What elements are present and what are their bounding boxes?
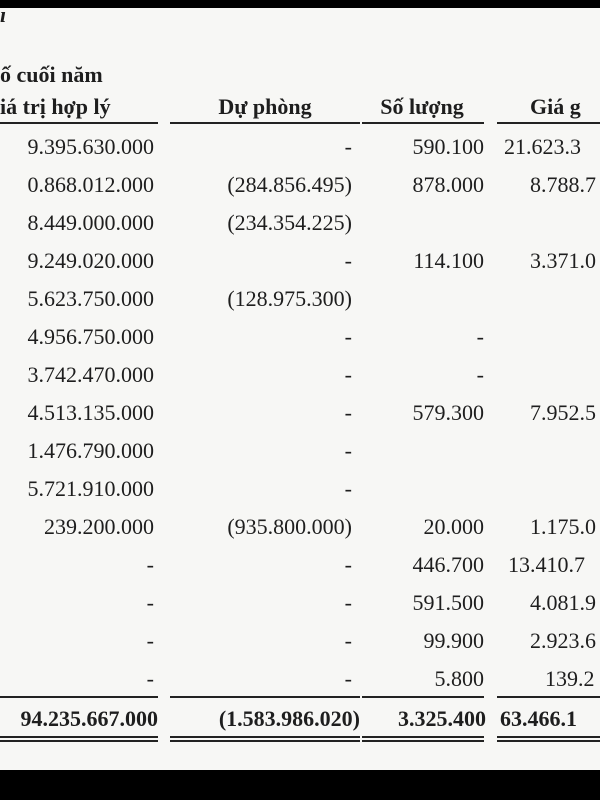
financial-table-page <box>0 8 600 770</box>
cell-provision: - <box>344 628 352 653</box>
cell-provision: (284.856.495) <box>227 172 352 197</box>
cell-value: 21.623.3 <box>504 134 581 159</box>
header-underline-quantity <box>362 122 484 124</box>
total-quantity: 3.325.400 <box>398 706 486 731</box>
subtotal-line-fair <box>0 696 158 698</box>
cell-fair-value: - <box>146 666 154 691</box>
cell-fair-value: 8.449.000.000 <box>27 210 154 235</box>
cell-value: 2.923.6 <box>530 628 596 653</box>
cell-quantity: - <box>476 324 484 349</box>
cell-quantity: 20.000 <box>423 514 484 539</box>
cell-provision: (234.354.225) <box>227 210 352 235</box>
cell-fair-value: - <box>146 628 154 653</box>
cell-provision: - <box>344 248 352 273</box>
cell-provision: - <box>344 590 352 615</box>
cell-value: 8.788.7 <box>530 172 596 197</box>
cell-fair-value: - <box>146 590 154 615</box>
cell-fair-value: 1.476.790.000 <box>27 438 154 463</box>
cell-value: 4.081.9 <box>530 590 596 615</box>
col-header-fair-value: iá trị hợp lý <box>0 94 111 119</box>
cell-provision: - <box>344 362 352 387</box>
cell-quantity: 878.000 <box>412 172 484 197</box>
subtotal-line-value <box>497 696 600 698</box>
header-underline-provision <box>170 122 360 124</box>
cell-value: 13.410.7 <box>508 552 585 577</box>
cell-value: 139.2 <box>545 666 595 691</box>
cell-value: 3.371.0 <box>530 248 596 273</box>
total-fair-value: 94.235.667.000 <box>20 706 158 731</box>
total-provision: (1.583.986.020) <box>218 706 360 731</box>
cell-provision: (935.800.000) <box>227 514 352 539</box>
total-value: 63.466.1 <box>500 706 577 731</box>
cell-provision: - <box>344 666 352 691</box>
cell-quantity: 5.800 <box>434 666 484 691</box>
cell-fair-value: 5.721.910.000 <box>27 476 154 501</box>
cell-fair-value: 5.623.750.000 <box>27 286 154 311</box>
cell-value: 7.952.5 <box>530 400 596 425</box>
cell-fair-value: 239.200.000 <box>44 514 154 539</box>
group-title: ố cuối năm <box>0 62 103 87</box>
header-underline-value <box>497 122 600 124</box>
cell-quantity: 579.300 <box>412 400 484 425</box>
total-double-line-fair <box>0 736 158 742</box>
header-underline-fair <box>0 122 158 124</box>
cell-quantity: 591.500 <box>412 590 484 615</box>
cell-quantity: 446.700 <box>412 552 484 577</box>
total-double-line-value <box>497 736 600 742</box>
cell-provision: (128.975.300) <box>227 286 352 311</box>
cell-quantity: 590.100 <box>412 134 484 159</box>
cell-provision: - <box>344 438 352 463</box>
cell-value: 1.175.0 <box>530 514 596 539</box>
subtotal-line-quantity <box>362 696 484 698</box>
cell-provision: - <box>344 134 352 159</box>
cell-quantity: - <box>476 362 484 387</box>
cell-fair-value: 4.513.135.000 <box>27 400 154 425</box>
cell-provision: - <box>344 400 352 425</box>
cell-provision: - <box>344 324 352 349</box>
col-header-quantity: Số lượng <box>380 94 464 119</box>
subtotal-line-provision <box>170 696 360 698</box>
cell-fair-value: - <box>146 552 154 577</box>
cell-provision: - <box>344 476 352 501</box>
cell-fair-value: 0.868.012.000 <box>27 172 154 197</box>
total-double-line-quantity <box>362 736 484 742</box>
header-fragment: ı <box>0 8 7 27</box>
cell-quantity: 114.100 <box>413 248 484 273</box>
cell-provision: - <box>344 552 352 577</box>
cell-fair-value: 9.249.020.000 <box>27 248 154 273</box>
col-header-value: Giá g <box>530 94 581 119</box>
cell-fair-value: 3.742.470.000 <box>27 362 154 387</box>
cell-quantity: 99.900 <box>423 628 484 653</box>
cell-fair-value: 4.956.750.000 <box>27 324 154 349</box>
cell-fair-value: 9.395.630.000 <box>27 134 154 159</box>
total-double-line-provision <box>170 736 360 742</box>
col-header-provision: Dự phòng <box>218 94 312 119</box>
